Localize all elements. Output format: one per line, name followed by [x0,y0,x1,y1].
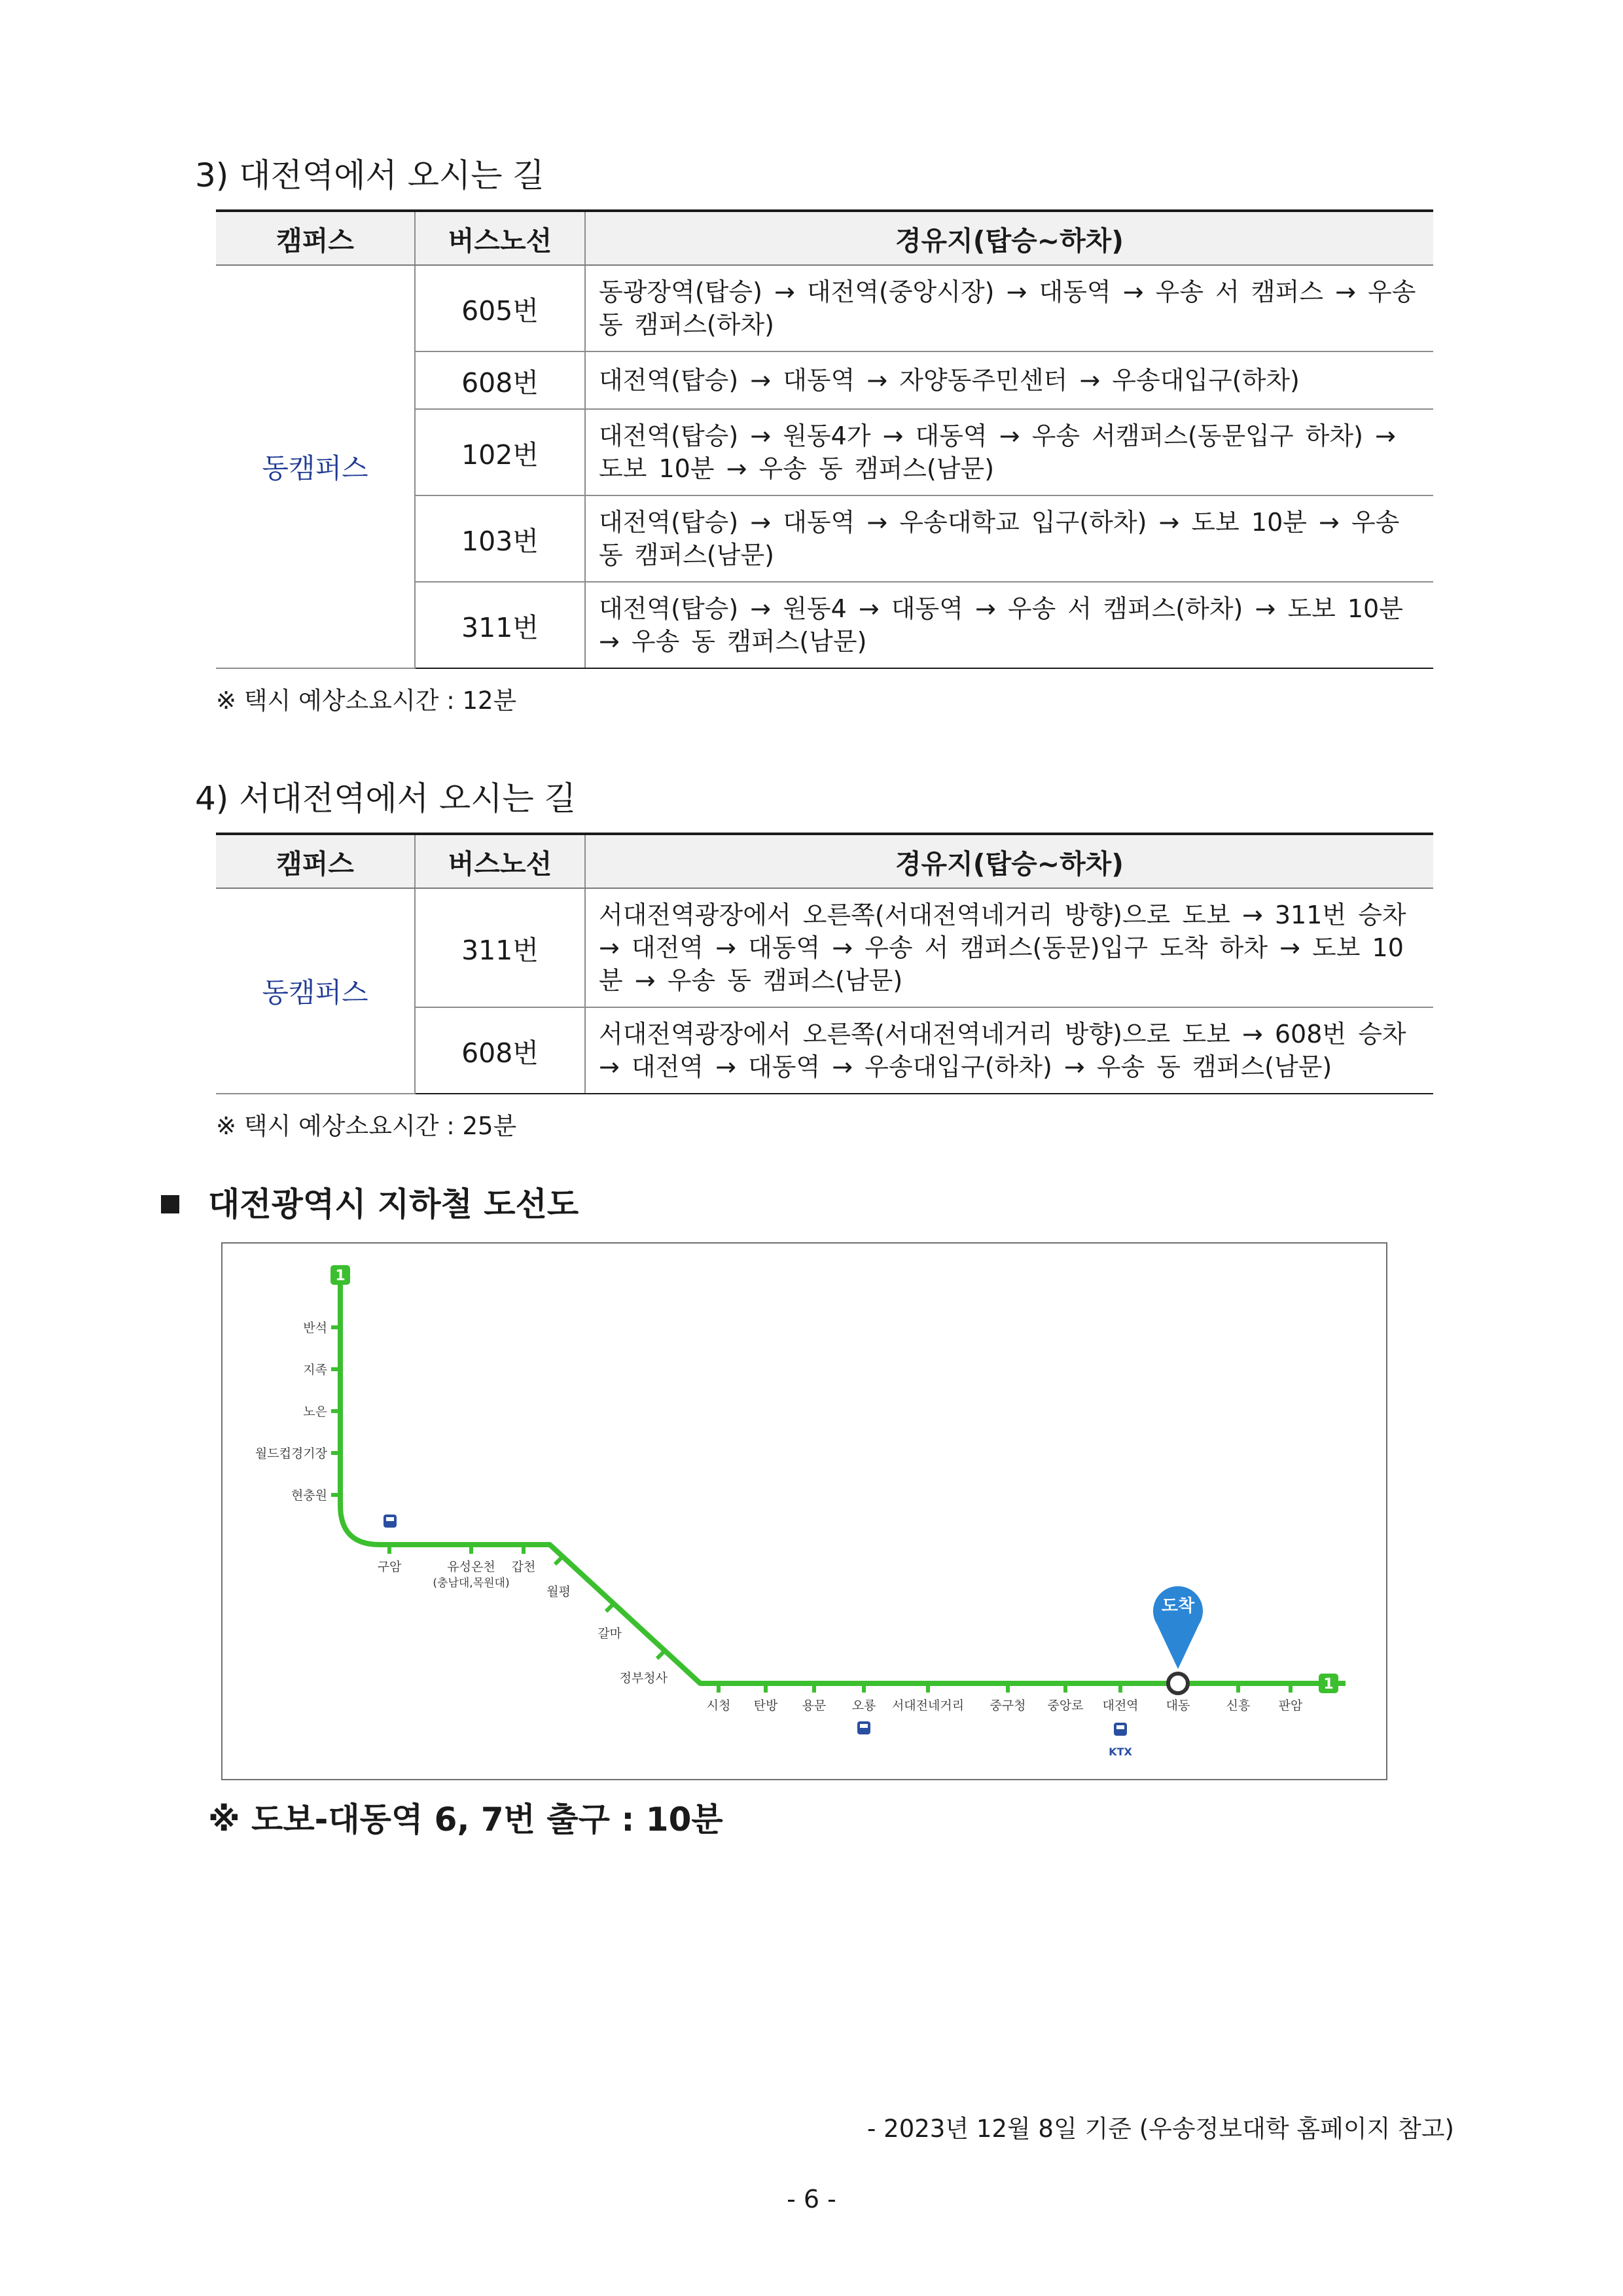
column-header-campus: 캠퍼스 [216,834,415,888]
section-heading-seodaejeon-station: 4) 서대전역에서 오시는 길 [195,780,576,817]
station-label: 탄방 [753,1698,778,1713]
station-label: 갑천 [511,1560,536,1574]
train-icon-window [860,1724,868,1728]
station-label: 월평 [546,1585,571,1599]
route-via: 서대전역광장에서 오른쪽(서대전역네거리 방향)으로 도보 → 608번 승차 → 대전역 → 대동역 → 우송대입구(하차) → 우송 동 캠퍼스(남문) [585,1007,1433,1094]
line-badge-top-number: 1 [335,1268,346,1284]
arrival-label: 도착 [1161,1596,1195,1616]
bus-route-table-seodaejeon-station [216,833,1433,1094]
subway-line-map [221,1242,1387,1780]
station-label: 구암 [377,1560,402,1574]
arrival-station-marker [1168,1674,1188,1693]
subway-map-canvas [223,1244,1386,1779]
train-icon-window [1116,1725,1124,1729]
station-label: 월드컵경기장 [255,1446,327,1461]
station-label: 서대전네거리 [891,1698,965,1713]
column-header-campus: 캠퍼스 [216,211,415,265]
station-label: 지족 [303,1363,327,1377]
station-label: 오룡 [851,1698,876,1713]
table-header-row [216,834,1433,888]
bus-route-table-daejeon-station [216,209,1433,669]
subway-map-title: 대전광역시 지하철 도선도 [208,1185,579,1223]
bus-number: 608번 [415,351,585,409]
station-label: 판암 [1278,1698,1303,1713]
station-tick [555,1556,563,1564]
station-label: 중구청 [990,1698,1026,1713]
station-label: 대동 [1166,1698,1190,1713]
bus-number: 608번 [415,1007,585,1094]
table-header-row [216,211,1433,265]
station-label: 정부청사 [619,1671,668,1685]
campus-cell: 동캠퍼스 [216,888,415,1094]
route-via: 대전역(탑승) → 원동4가 → 대동역 → 우송 서캠퍼스(동문입구 하차) → 도보 10분 → 우송 동 캠퍼스(남문) [585,409,1433,495]
table-row [216,888,1433,1007]
station-label: 대전역 [1102,1698,1139,1713]
ktx-logo: KTX [1109,1746,1132,1758]
bus-number: 103번 [415,495,585,582]
subway-map-heading [161,1178,579,1225]
column-header-via: 경유지(탑승~하차) [585,211,1433,265]
bus-number: 311번 [415,582,585,668]
station-label: 갈마 [597,1626,622,1641]
section-heading-daejeon-station: 3) 대전역에서 오시는 길 [195,156,544,194]
table-row [216,265,1433,351]
bus-number: 605번 [415,265,585,351]
walk-time-note: ※ 도보-대동역 6, 7번 출구 : 10분 [208,1801,723,1839]
station-label: 노은 [303,1405,327,1419]
line-badge-end-number: 1 [1323,1676,1334,1693]
station-label: 반석 [303,1321,327,1335]
page-number: - 6 - [787,2185,836,2214]
taxi-note: ※ 택시 예상소요시간 : 12분 [216,687,517,715]
station-label: 유성온천 [447,1560,495,1574]
campus-cell: 동캠퍼스 [216,265,415,668]
station-tick [657,1651,665,1659]
route-via: 서대전역광장에서 오른쪽(서대전역네거리 방향)으로 도보 → 311번 승차 → 대전역 → 대동역 → 우송 서 캠퍼스(동문)입구 도착 하차 → 도보 10분 → 우송 동 캠퍼스(남문) [585,888,1433,1007]
station-label: 현충원 [291,1488,327,1503]
station-label: 중앙로 [1047,1698,1084,1713]
column-header-bus: 버스노선 [415,834,585,888]
route-via: 대전역(탑승) → 원동4 → 대동역 → 우송 서 캠퍼스(하차) → 도보 10분 → 우송 동 캠퍼스(남문) [585,582,1433,668]
route-via: 대전역(탑승) → 대동역 → 자양동주민센터 → 우송대입구(하차) [585,351,1433,409]
footer-reference: - 2023년 12월 8일 기준 (우송정보대학 홈페이지 참고) [867,2115,1454,2143]
column-header-bus: 버스노선 [415,211,585,265]
station-label: 신흥 [1226,1698,1251,1713]
station-label: 용문 [802,1698,827,1713]
station-sublabel: (충남대,목원대) [433,1577,510,1590]
bus-number: 311번 [415,888,585,1007]
station-label: 시청 [706,1698,731,1713]
route-via: 대전역(탑승) → 대동역 → 우송대학교 입구(하차) → 도보 10분 → 우송 동 캠퍼스(남문) [585,495,1433,582]
taxi-note: ※ 택시 예상소요시간 : 25분 [216,1112,517,1140]
train-icon-window [386,1517,394,1521]
station-tick [606,1604,614,1611]
black-square-bullet [161,1195,179,1213]
column-header-via: 경유지(탑승~하차) [585,834,1433,888]
route-via: 동광장역(탑승) → 대전역(중앙시장) → 대동역 → 우송 서 캠퍼스 → 우송 동 캠퍼스(하차) [585,265,1433,351]
bus-number: 102번 [415,409,585,495]
